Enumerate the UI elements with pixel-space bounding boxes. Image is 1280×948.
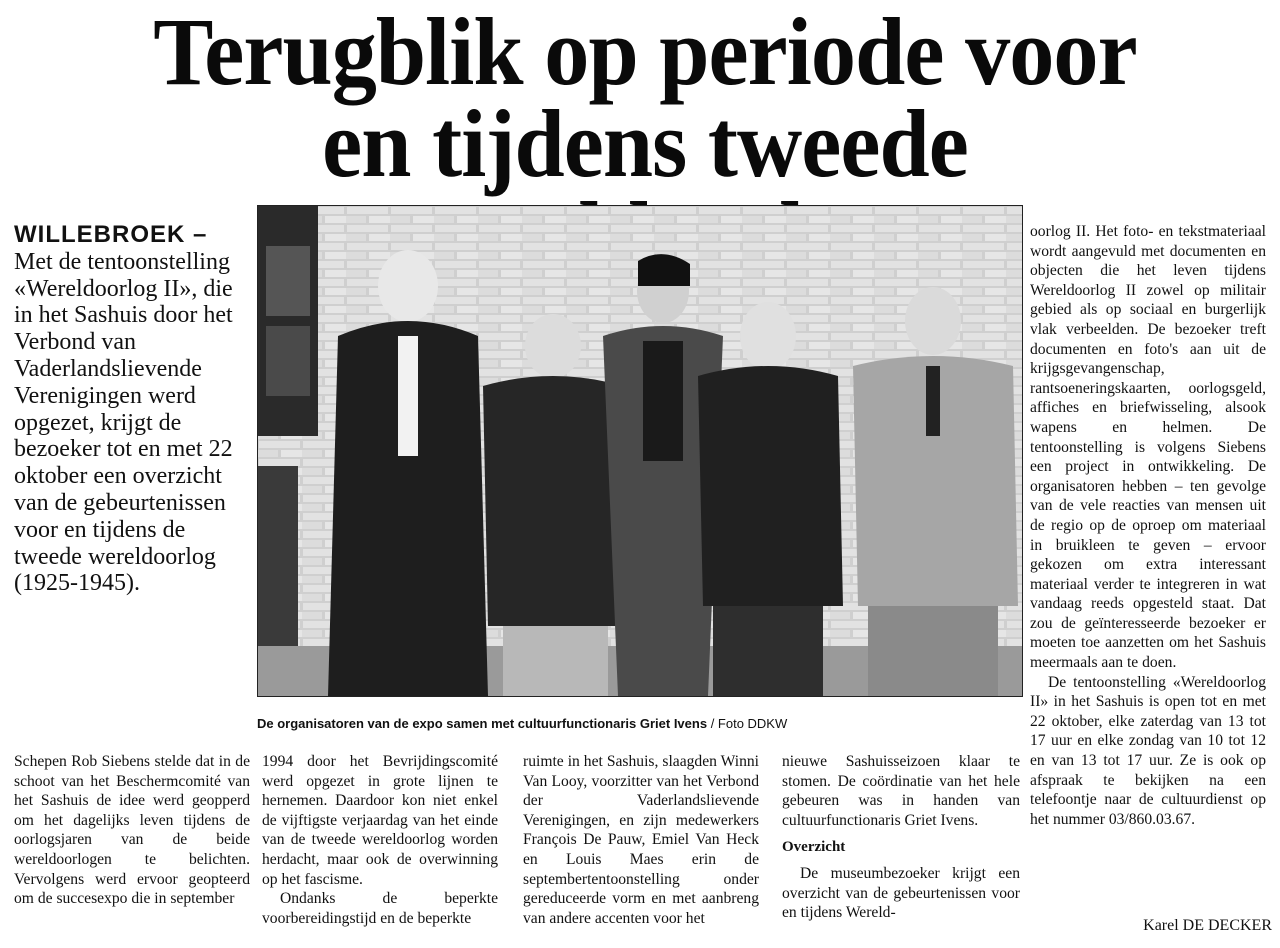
- body-text: De tentoonstelling «Wereldoorlog II» in het Sashuis is open tot en met 22 oktober, elke zaterdag van 13 tot 17 uur en elke zondag van 10 tot 12 en van 13 tot 17 uur. Ze is ook op afspraak te bekijken na een telefoontje naar de cultuurdienst op het nummer 03/860.03.67.: [1030, 673, 1266, 828]
- body-column-5: [1030, 222, 1266, 914]
- lead-text: Met de tentoonstelling «Wereldoorlog II», die in het Sashuis door het Verbond van Vaderlandslievende Verenigingen werd opgezet, krijgt de bezoeker tot en met 22 oktober een overzicht van de gebeurtenissen voor en tijdens de tweede wereldoorlog (1925-1945).: [14, 248, 233, 597]
- body-column-1: [14, 752, 250, 942]
- body-column-3: [523, 752, 759, 942]
- photo-credit: / Foto DDKW: [710, 716, 788, 731]
- photo-caption-text: De organisatoren van de expo samen met cultuurfunctionaris Griet Ivens: [257, 716, 708, 731]
- body-text: nieuwe Sashuisseizoen klaar te stomen. De coördinatie van het hele gebeuren was in handen van cultuurfunctionaris Griet Ivens.: [782, 753, 1020, 829]
- lead-paragraph: [14, 222, 250, 597]
- photo-caption: [257, 716, 1021, 731]
- body-column-2: [262, 752, 498, 942]
- group-photo-image: [258, 206, 1022, 696]
- byline: Karel DE DECKER: [1143, 917, 1272, 934]
- dateline: WILLEBROEK –: [14, 221, 208, 248]
- body-text: oorlog II. Het foto- en tekstmateriaal wordt aangevuld met documenten en objecten die het leven tijdens Wereldoorlog II zowel op militair gebied als op sociaal en burgerlijk vlak verbeelden. De bezoeker treft documenten en foto's aan uit de krijgsgevangenschap, rantsoeneringskaarten, oorlogsgeld, affiches en briefwisseling, alsook wapens en helmen. De tentoonstelling is volgens Siebens een project in ontwikkeling. De organisatoren hebben – ten gevolge van de vele reacties van mensen uit de regio op de oproep om materiaal in bruikleen te geven – ervoor gekozen om extra interessant materiaal verder te integreren in wat vandaag reeds opgesteld staat. Dat zou de geïnteresseerde bezoeker er moeten toe aanzetten om het Sashuis meermaals aan te doen.: [1030, 223, 1266, 672]
- body-text: Schepen Rob Siebens stelde dat in de schoot van het Beschermcomité van het Sashuis de idee werd geopperd om het dagelijks leven tijdens de oorlogsjaren van de beide wereldoorlogen te belichten. Vervolgens werd ervoor geopteerd om de succesexpo die in september: [14, 753, 250, 908]
- body-column-4: [782, 752, 1020, 942]
- subheading: Overzicht: [782, 839, 846, 856]
- article-photo: [257, 205, 1023, 697]
- body-text: 1994 door het Bevrijdingscomité werd opgezet in grote lijnen te hernemen. Daardoor kon niet enkel de vijftigste verjaardag van het einde van de tweede wereldoorlog worden herdacht, maar ook de overwinning op het fascisme.: [262, 753, 498, 888]
- headline: Terugblik op periode voor en tijdens tweede: [153, 0, 1137, 197]
- body-text: Ondanks de beperkte voorbereidingstijd en de beperkte: [262, 890, 498, 927]
- body-text: ruimte in het Sashuis, slaagden Winni Van Looy, voorzitter van het Verbond der Vaderlandslievende Verenigingen, en zijn medewerkers François De Pauw, Emiel Van Heck en Louis Maes erin de septembertentoonstelling onder gereduceerde vorm en met aanbreng van andere accenten voor het: [523, 753, 759, 927]
- body-text: De museumbezoeker krijgt een overzicht van de gebeurtenissen voor en tijdens Wereld-: [782, 864, 1020, 922]
